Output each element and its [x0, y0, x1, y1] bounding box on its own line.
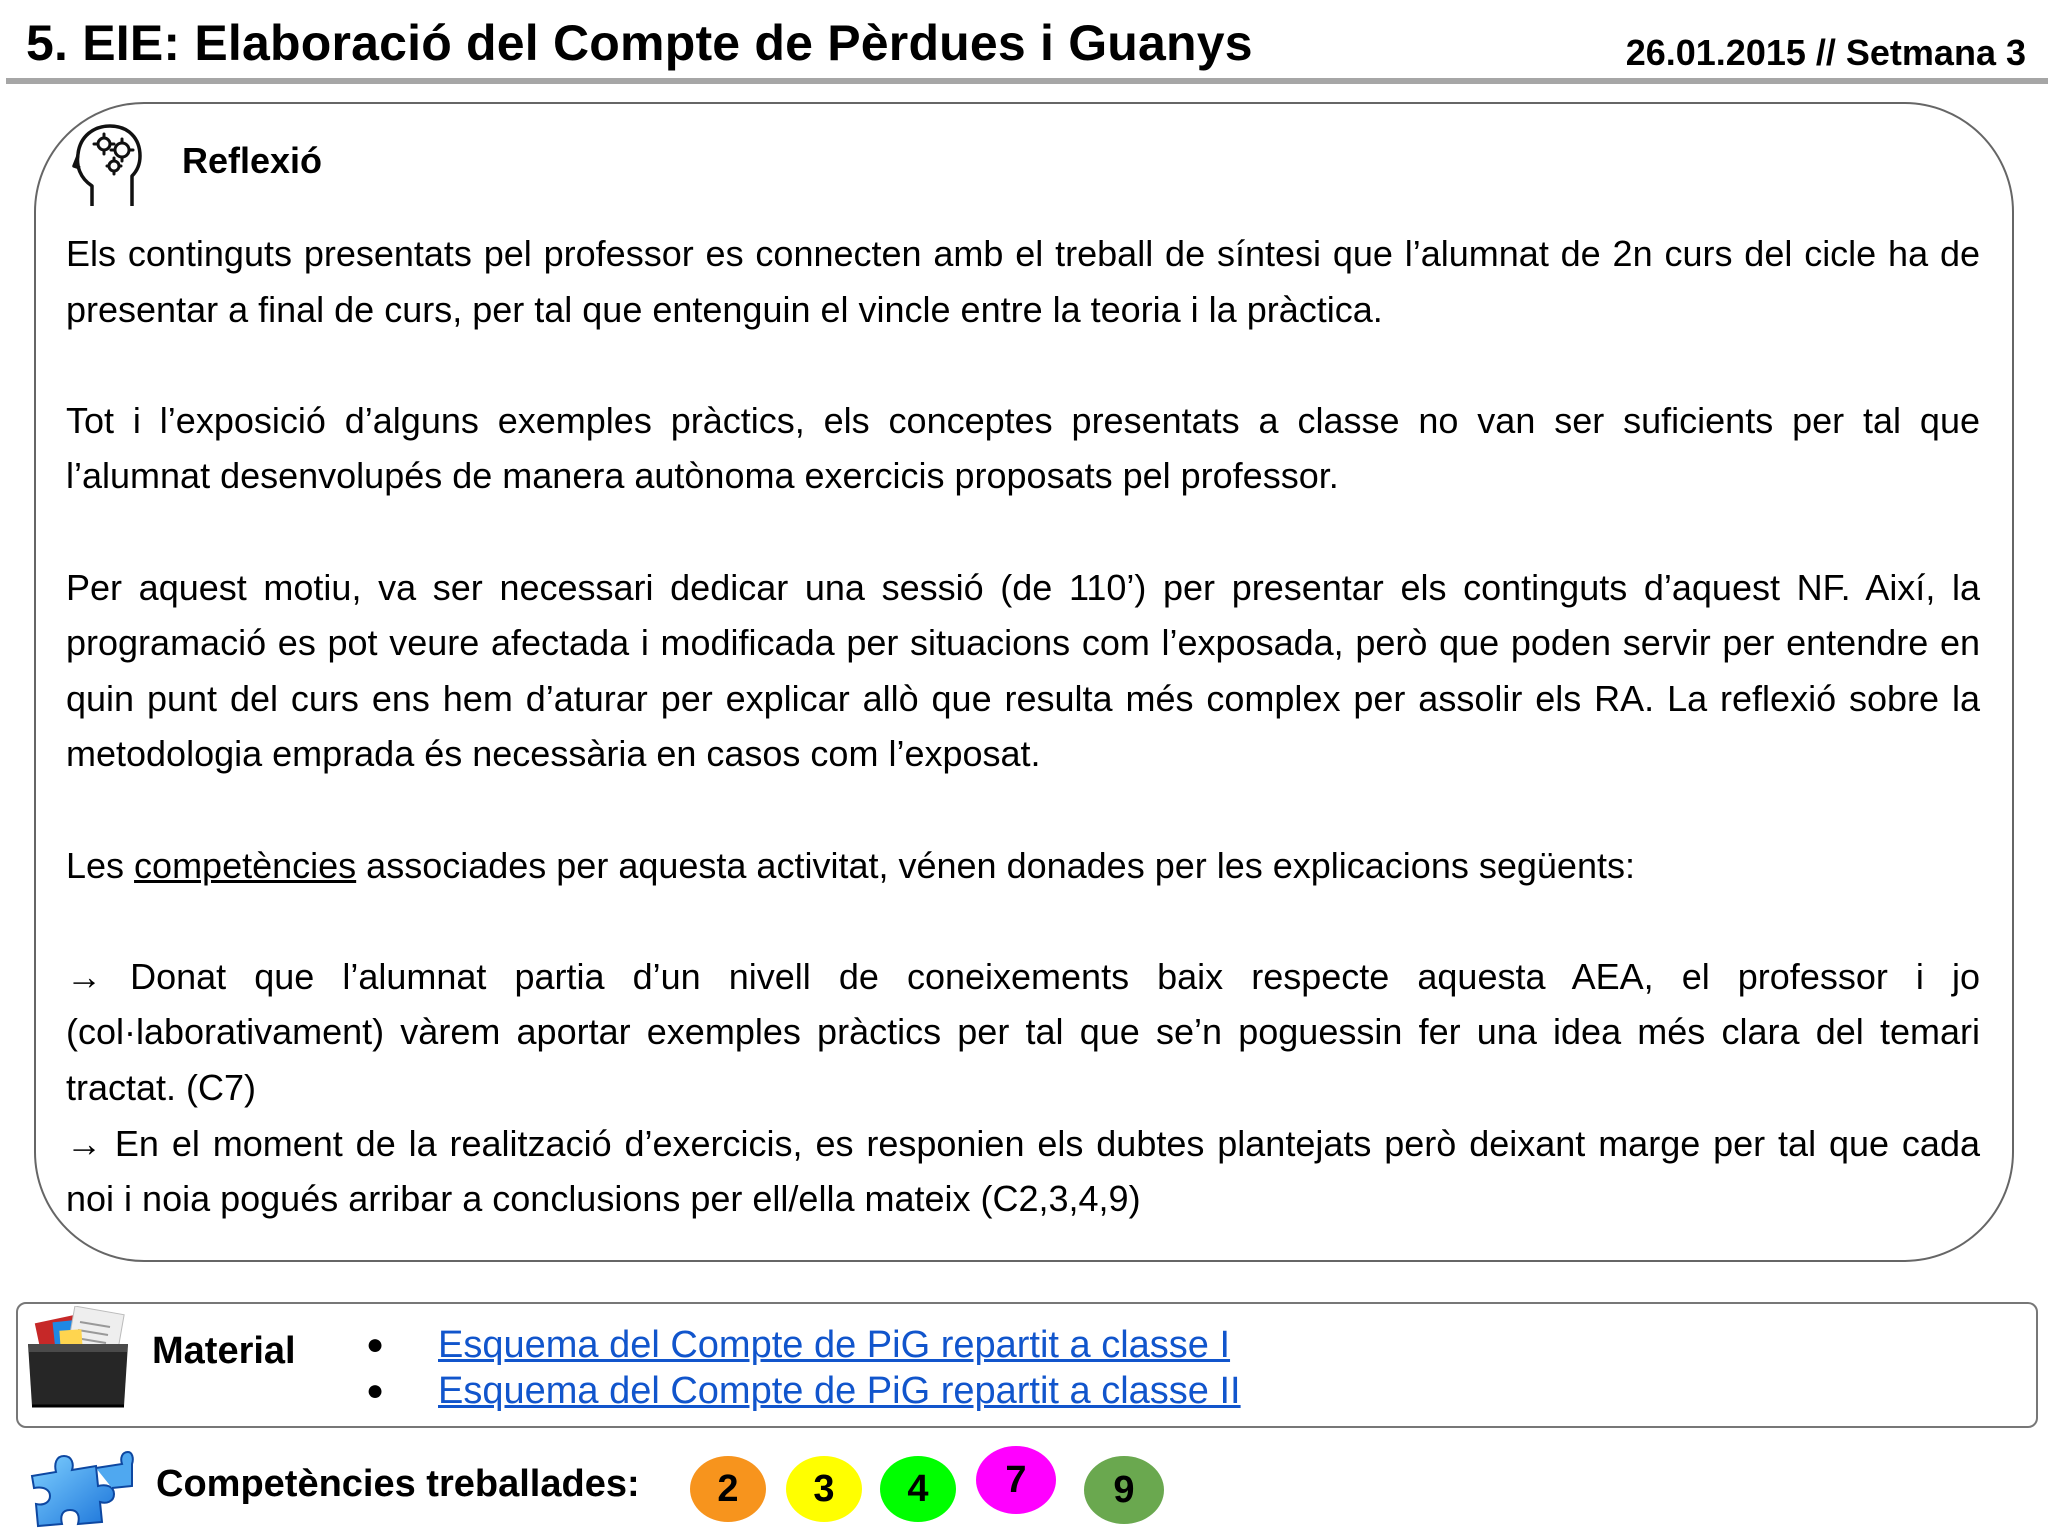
- competencies-intro-before: Les: [66, 844, 135, 886]
- reflexio-paragraph-2: Tot i l’exposició d’alguns exemples pràctics, els conceptes presentats a classe no van ser suficients per tal que l’alumnat desenvolupés de manera autònoma exercicis proposats pel professor.: [66, 399, 1980, 497]
- reflexio-paragraph-1: Els continguts presentats pel professor es connecten amb el treball de síntesi que l’alumnat de 2n curs del cicle ha de presentar a final de curs, per tal que entenguin el vincle entre la teoria i la pràctica.: [66, 233, 1980, 330]
- material-list-item: [366, 1368, 1241, 1414]
- reflexio-paragraph-4: [66, 838, 1980, 894]
- folder-icon: [24, 1306, 140, 1412]
- bullet: ●: [366, 1374, 385, 1407]
- head-gears-icon: [72, 122, 144, 208]
- reflexio-body: [66, 226, 1980, 1227]
- competencies-heading: Competències treballades:: [156, 1463, 640, 1505]
- competency-badge-3: 3: [786, 1456, 862, 1522]
- header-divider: [6, 78, 2048, 84]
- date-week-label: 26.01.2015 // Setmana 3: [1625, 32, 2026, 73]
- material-link-2[interactable]: Esquema del Compte de PiG repartit a classe II: [438, 1370, 1241, 1412]
- competency-badge-4: 4: [880, 1456, 956, 1522]
- reflexio-paragraph-3: Per aquest motiu, va ser necessari dedicar una sessió (de 110’) per presentar els continguts d’aquest NF. Així, la programació es pot veure afectada i modificada per situacions com l’exposada, però que poden servir per entendre en quin punt del curs ens hem d’aturar per explicar allò que resulta més complex per assolir els RA. La reflexió sobre la metodologia emprada és necessària en casos com l’exposat.: [66, 566, 1980, 775]
- material-list: [366, 1322, 1241, 1414]
- material-list-item: [366, 1322, 1241, 1368]
- reflexio-point-2: → En el moment de la realització d’exercicis, es responien els dubtes plantejats però deixant marge per tal que cada noi i noia pogués arribar a conclusions per ell/ella mateix (C2,3,4,9): [66, 1122, 1980, 1220]
- competency-badge-7: 7: [976, 1446, 1056, 1514]
- reflexio-heading: Reflexió: [182, 140, 323, 181]
- material-heading: Material: [152, 1330, 296, 1372]
- competency-badge-9: 9: [1084, 1456, 1164, 1524]
- material-link-1[interactable]: Esquema del Compte de PiG repartit a classe I: [438, 1324, 1231, 1366]
- competency-badge-2: 2: [690, 1456, 766, 1522]
- puzzle-icon: [26, 1446, 134, 1528]
- competencies-intro-after: associades per aquesta activitat, vénen donades per les explicacions següents:: [356, 844, 1635, 886]
- competencies-term: competències: [134, 844, 357, 886]
- page-title: 5. EIE: Elaboració del Compte de Pèrdues i Guanys: [26, 15, 1253, 71]
- bullet: ●: [366, 1328, 385, 1361]
- reflexio-point-1: → Donat que l’alumnat partia d’un nivell de coneixements baix respecte aquesta AEA, el professor i jo (col·laborativament) vàrem aportar exemples pràctics per tal que se’n poguessin fer una idea més clara del temari tractat. (C7): [66, 955, 1980, 1108]
